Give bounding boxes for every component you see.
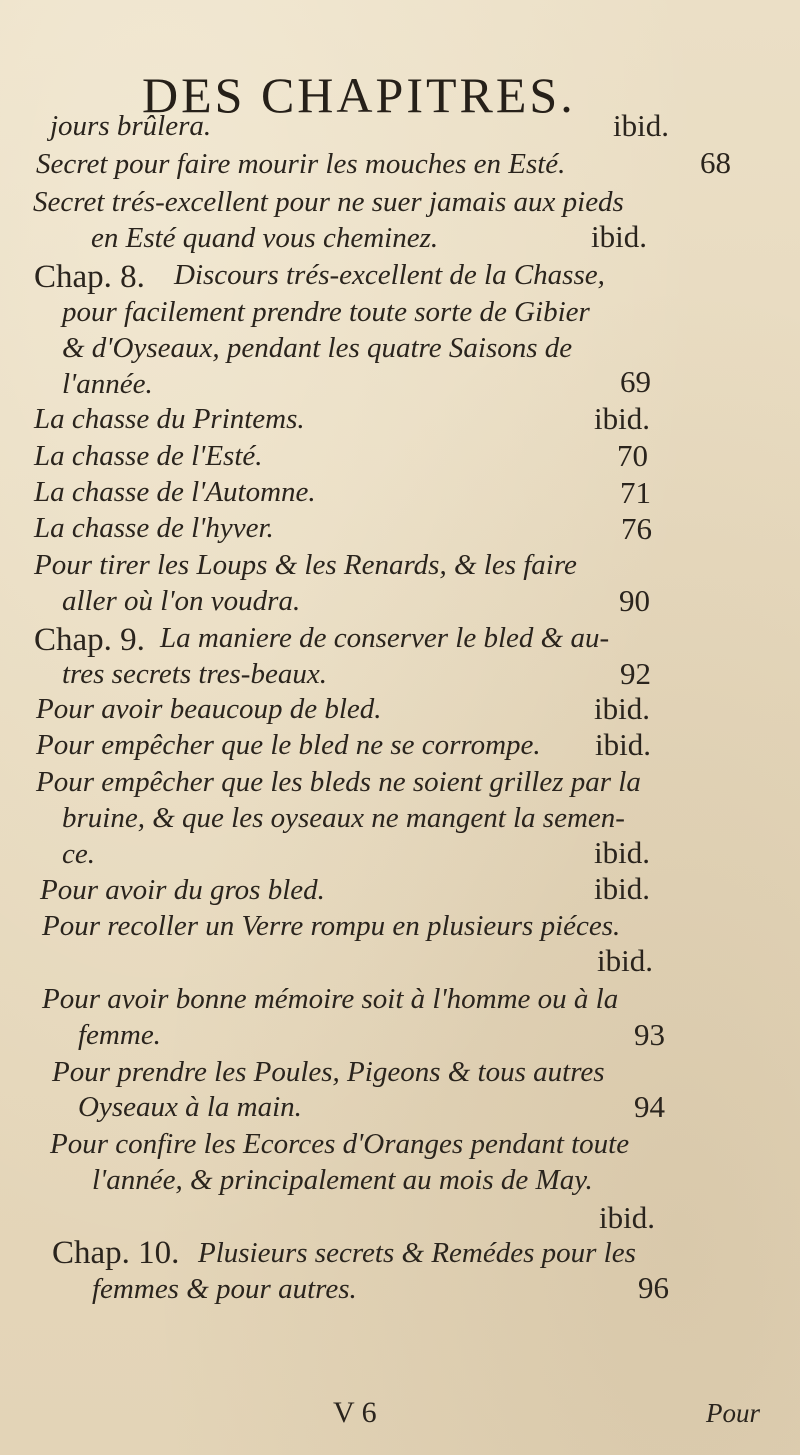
- entry-ref: ibid.: [613, 108, 669, 143]
- entry-text: Pour confire les Ecorces d'Oranges pendant toute: [50, 1128, 630, 1160]
- entry-text: Pour avoir bonne mémoire soit à l'homme ou à la: [42, 983, 619, 1015]
- entry-text: femme.: [78, 1019, 161, 1051]
- entry-text: Pour empêcher que les bleds ne soient grillez par la: [36, 766, 641, 798]
- entry-text: Oyseaux à la main.: [78, 1091, 302, 1123]
- entry-text: bruine, & que les oyseaux ne mangent la semen-: [62, 802, 625, 834]
- entry-text: La chasse de l'hyver.: [34, 512, 274, 544]
- entry-ref: 93: [634, 1017, 665, 1052]
- entry-text: Secret trés-excellent pour ne suer jamais aux pieds: [33, 186, 624, 218]
- catchword: Pour: [706, 1398, 760, 1428]
- entry-text: en Esté quand vous cheminez.: [91, 222, 439, 254]
- entry-ref: 96: [638, 1270, 669, 1305]
- entry-text: femmes & pour autres.: [92, 1273, 357, 1305]
- entry-ref: 68: [700, 145, 731, 180]
- entry-text: & d'Oyseaux, pendant les quatre Saisons de: [62, 332, 573, 364]
- entry-text: La chasse de l'Esté.: [34, 440, 263, 472]
- signature-mark: V 6: [333, 1396, 377, 1429]
- entry-text: Secret pour faire mourir les mouches en Esté.: [36, 148, 566, 180]
- entry-text: La chasse de l'Automne.: [34, 476, 316, 508]
- entry-text: Pour avoir du gros bled.: [40, 874, 325, 906]
- entry-text: l'année, & principalement au mois de May.: [92, 1164, 593, 1196]
- entry-text: Pour prendre les Poules, Pigeons & tous autres: [52, 1056, 605, 1088]
- entry-ref: 94: [634, 1089, 665, 1124]
- entry-ref: ibid.: [594, 871, 650, 906]
- entry-text: Pour avoir beaucoup de bled.: [36, 693, 382, 725]
- chapter-number: Chap. 10.: [52, 1235, 180, 1271]
- entry-ref: ibid.: [599, 1200, 655, 1235]
- entry-text: ce.: [62, 838, 95, 870]
- entry-ref: ibid.: [597, 943, 653, 978]
- entry-ref: ibid.: [594, 401, 650, 436]
- entry-ref: 76: [621, 511, 652, 546]
- entry-ref: ibid.: [591, 219, 647, 254]
- entry-text: La chasse du Printems.: [34, 403, 305, 435]
- entry-text: Pour recoller un Verre rompu en plusieurs piéces.: [42, 910, 621, 942]
- entry-ref: 92: [620, 656, 651, 691]
- entry-ref: 90: [619, 583, 650, 618]
- entry-text: jours brûlera.: [50, 110, 212, 142]
- entry-ref: 69: [620, 364, 651, 399]
- entry-text: pour facilement prendre toute sorte de Gibier: [62, 296, 590, 328]
- entry-text: Pour empêcher que le bled ne se corrompe.: [36, 729, 541, 761]
- entry-ref: ibid.: [594, 835, 650, 870]
- entry-text: tres secrets tres-beaux.: [62, 658, 327, 690]
- chapter-number: Chap. 8.: [34, 259, 145, 295]
- entry-ref: 71: [620, 475, 651, 510]
- entry-ref: ibid.: [594, 691, 650, 726]
- entry-text: Plusieurs secrets & Remédes pour les: [198, 1237, 636, 1269]
- entry-text: Discours trés-excellent de la Chasse,: [174, 259, 605, 291]
- entry-text: aller où l'on voudra.: [62, 585, 301, 617]
- entry-text: La maniere de conserver le bled & au-: [160, 622, 610, 654]
- entry-ref: ibid.: [595, 727, 651, 762]
- entry-text: Pour tirer les Loups & les Renards, & les faire: [34, 549, 577, 581]
- entry-ref: 70: [617, 438, 648, 473]
- entry-text: l'année.: [62, 368, 153, 400]
- page-heading: DES CHAPITRES.: [142, 67, 576, 123]
- chapter-number: Chap. 9.: [34, 622, 145, 658]
